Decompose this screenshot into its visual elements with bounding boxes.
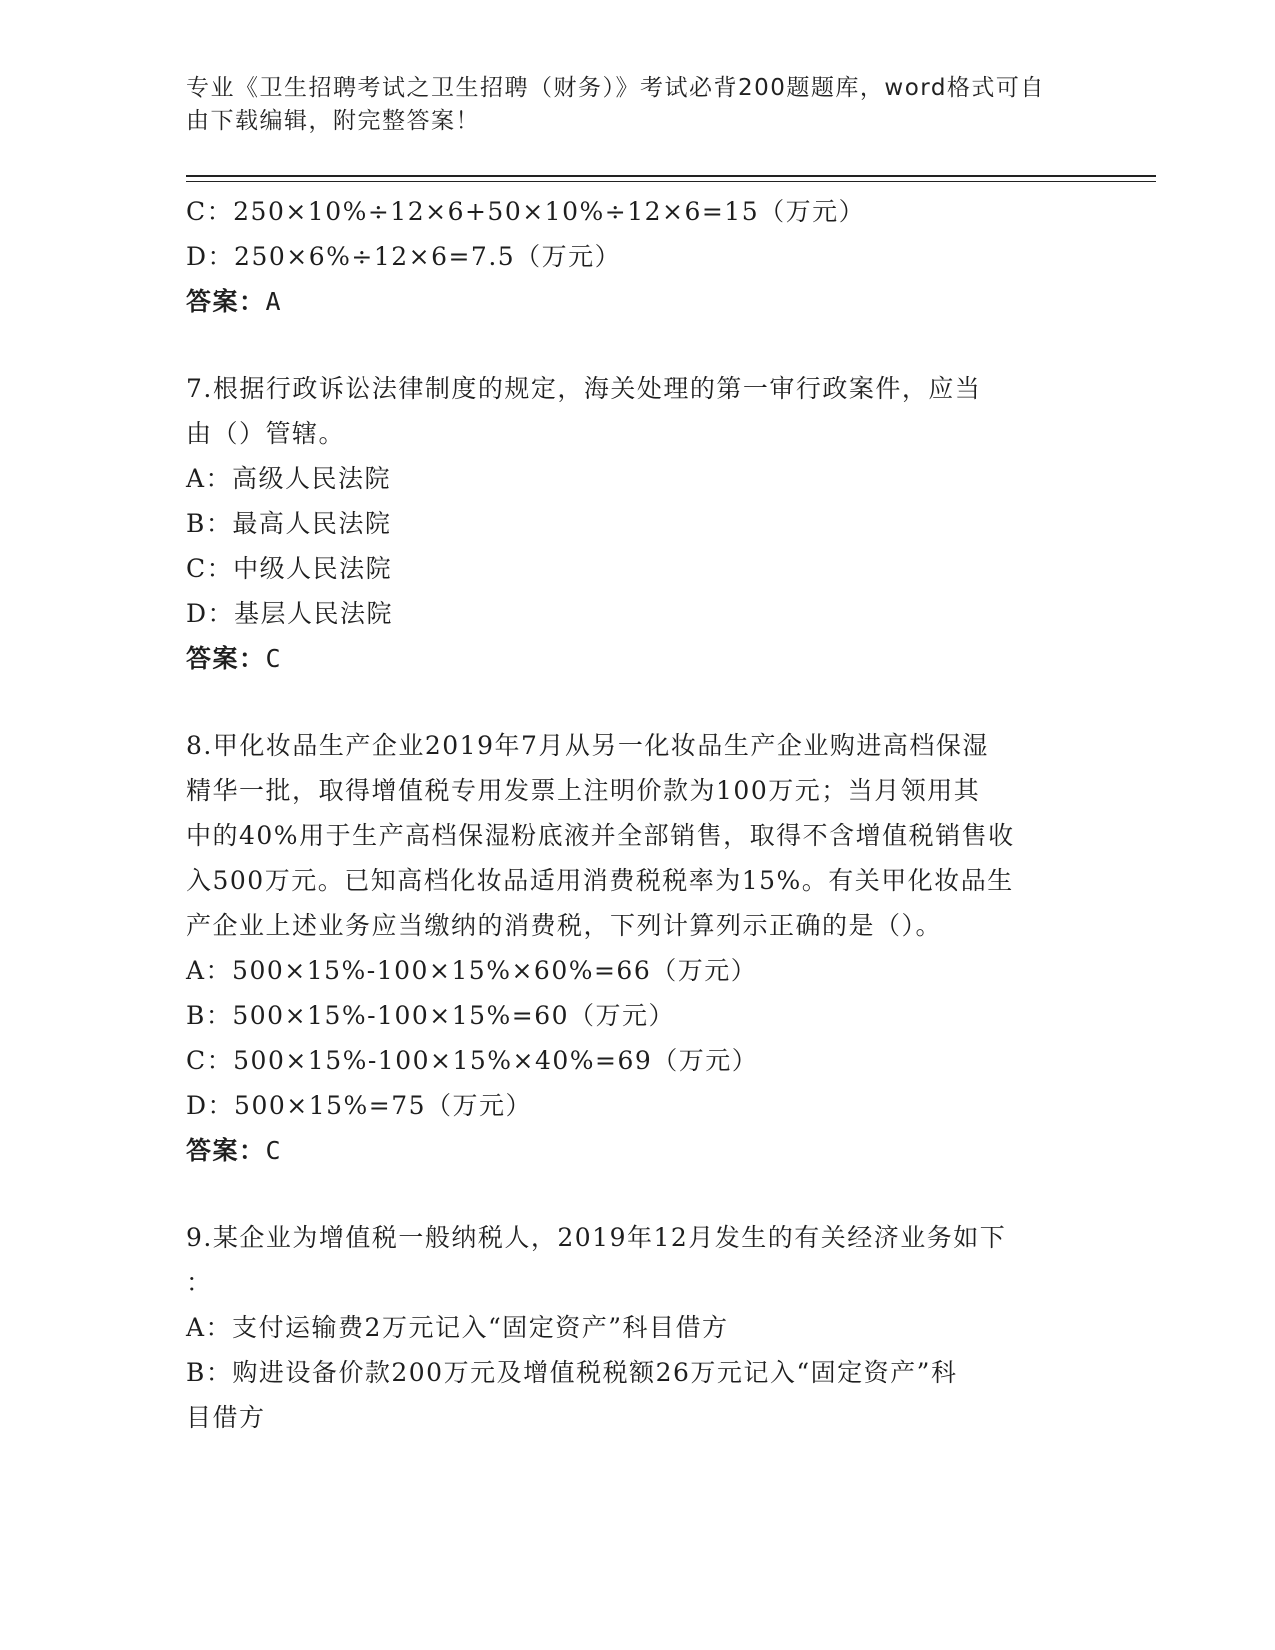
spacer [186, 324, 1086, 366]
q7-stem-line-2: 由（）管辖。 [186, 419, 346, 448]
q8-answer [186, 1128, 1086, 1173]
q7-option-d: D：基层人民法院 [186, 599, 394, 628]
question-7-block [186, 366, 1086, 681]
header-divider-thin [186, 181, 1156, 182]
question-content [186, 189, 1086, 1440]
q7-answer [186, 636, 1086, 681]
spacer [186, 1173, 1086, 1215]
answer-value: A [265, 287, 283, 316]
q8-stem-line-5: 产企业上述业务应当缴纳的消费税，下列计算列示正确的是（）。 [186, 911, 943, 940]
question-9-block [186, 1215, 1086, 1440]
q8-stem-line-2: 精华一批，取得增值税专用发票上注明价款为100万元；当月领用其 [186, 776, 981, 805]
q8-stem-line-3: 中的40%用于生产高档保湿粉底液并全部销售，取得不含增值税销售收 [186, 821, 1015, 850]
question-6-block [186, 189, 1086, 324]
q7-stem-line-1: 7.根据行政诉讼法律制度的规定，海关处理的第一审行政案件，应当 [186, 374, 982, 403]
q6-option-c: C：250×10%÷12×6+50×10%÷12×6=15（万元） [186, 197, 866, 226]
answer-label: 答案： [186, 1136, 266, 1165]
question-8-block [186, 723, 1086, 1173]
q7-option-a: A：高级人民法院 [186, 464, 392, 493]
q9-option-b-line-2: 目借方 [186, 1403, 266, 1432]
answer-value: C [265, 644, 283, 673]
q6-answer [186, 279, 1086, 324]
header-title-line-2: 由下载编辑，附完整答案！ [186, 108, 480, 134]
q7-option-b: B：最高人民法院 [186, 509, 392, 538]
q9-stem-line-1: 9.某企业为增值税一般纳税人，2019年12月发生的有关经济业务如下 [186, 1223, 1007, 1252]
q6-option-d: D：250×6%÷12×6=7.5（万元） [186, 242, 622, 271]
answer-value: C [265, 1136, 283, 1165]
q8-option-b: B：500×15%-100×15%=60（万元） [186, 1001, 676, 1030]
header-divider-thick [186, 175, 1156, 177]
q8-option-c: C：500×15%-100×15%×40%=69（万元） [186, 1046, 759, 1075]
q8-option-d: D：500×15%=75（万元） [186, 1091, 533, 1120]
q8-stem-line-1: 8.甲化妆品生产企业2019年7月从另一化妆品生产企业购进高档保湿 [186, 731, 989, 760]
page-header [186, 72, 1066, 138]
answer-label: 答案： [186, 644, 266, 673]
q7-option-c: C：中级人民法院 [186, 554, 393, 583]
q8-stem-line-4: 入500万元。已知高档化妆品适用消费税税率为15%。有关甲化妆品生 [186, 866, 1014, 895]
answer-label: 答案： [186, 287, 266, 316]
q9-option-a: A：支付运输费2万元记入“固定资产”科目借方 [186, 1313, 729, 1342]
header-title-line-1: 专业《卫生招聘考试之卫生招聘（财务）》考试必背200题题库，word格式可自 [186, 75, 1045, 101]
spacer [186, 681, 1086, 723]
q9-stem-line-2: ： [186, 1268, 213, 1297]
q9-option-b-line-1: B：购进设备价款200万元及增值税税额26万元记入“固定资产”科 [186, 1358, 958, 1387]
q8-option-a: A：500×15%-100×15%×60%=66（万元） [186, 956, 758, 985]
